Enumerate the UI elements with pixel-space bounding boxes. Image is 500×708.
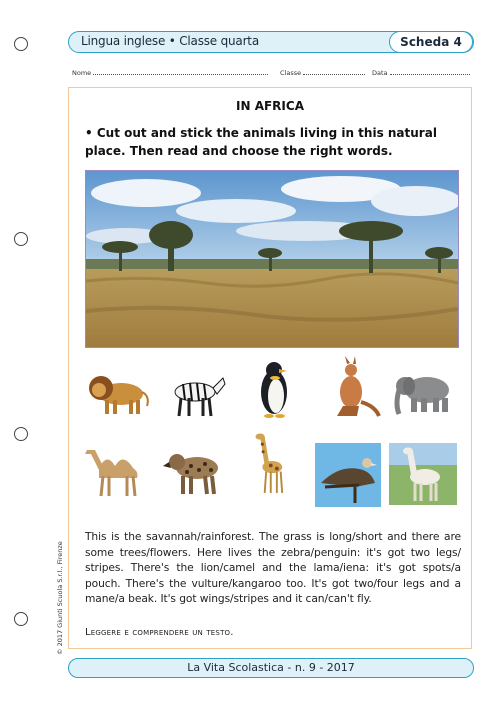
sheet-label: Scheda 4 <box>400 34 462 49</box>
class-label: Classe <box>280 69 302 77</box>
savannah-landscape-icon <box>86 171 458 347</box>
binder-hole-2 <box>14 232 28 246</box>
subject-label: Lingua inglese • Classe quarta <box>81 34 259 48</box>
name-label: Nome <box>72 69 92 77</box>
worksheet-frame <box>68 87 472 649</box>
footer-text: La Vita Scolastica - n. 9 - 2017 <box>187 661 355 674</box>
kangaroo-icon[interactable] <box>317 356 387 420</box>
zebra-icon[interactable] <box>159 360 229 424</box>
skill-label: Leggere e comprendere un testo. <box>85 627 234 638</box>
binder-hole-1 <box>14 37 28 51</box>
date-label: Data <box>372 69 388 77</box>
story-text: This is the savannah/rainforest. The grass is long/short and there are some trees/flowers. Here lives the zebra/penguin: it's got two legs/ stripes. There's the lion/camel and the lama/iena: it's got spots/a pouch. There's the vulture/kangaroo too. It's got two/four legs and a mane/a beak. It's got wings/stripes and it can/can't fly. <box>85 530 461 605</box>
camel-icon[interactable] <box>81 438 151 502</box>
lion-icon[interactable] <box>83 360 153 424</box>
hyena-icon[interactable] <box>161 438 231 502</box>
student-fields <box>72 68 472 78</box>
llama-icon[interactable] <box>389 443 457 505</box>
penguin-icon[interactable] <box>239 356 309 420</box>
date-field[interactable] <box>372 68 470 77</box>
binder-hole-3 <box>14 427 28 441</box>
worksheet-title: IN AFRICA <box>236 99 304 113</box>
instruction-text: • Cut out and stick the animals living in this natural place. Then read and choose the right words. <box>85 126 437 158</box>
savannah-photo <box>85 170 459 348</box>
sheet-badge <box>389 31 473 53</box>
vulture-icon[interactable] <box>315 443 381 507</box>
copyright-text: © 2017 Giunti Scuola S.r.l., Firenze <box>56 541 64 655</box>
elephant-icon[interactable] <box>387 360 457 424</box>
giraffe-icon[interactable] <box>235 432 305 496</box>
header-bar <box>68 31 474 53</box>
binder-hole-4 <box>14 612 28 626</box>
name-field[interactable] <box>72 68 268 77</box>
footer-bar <box>68 658 474 678</box>
class-field[interactable] <box>280 68 365 77</box>
